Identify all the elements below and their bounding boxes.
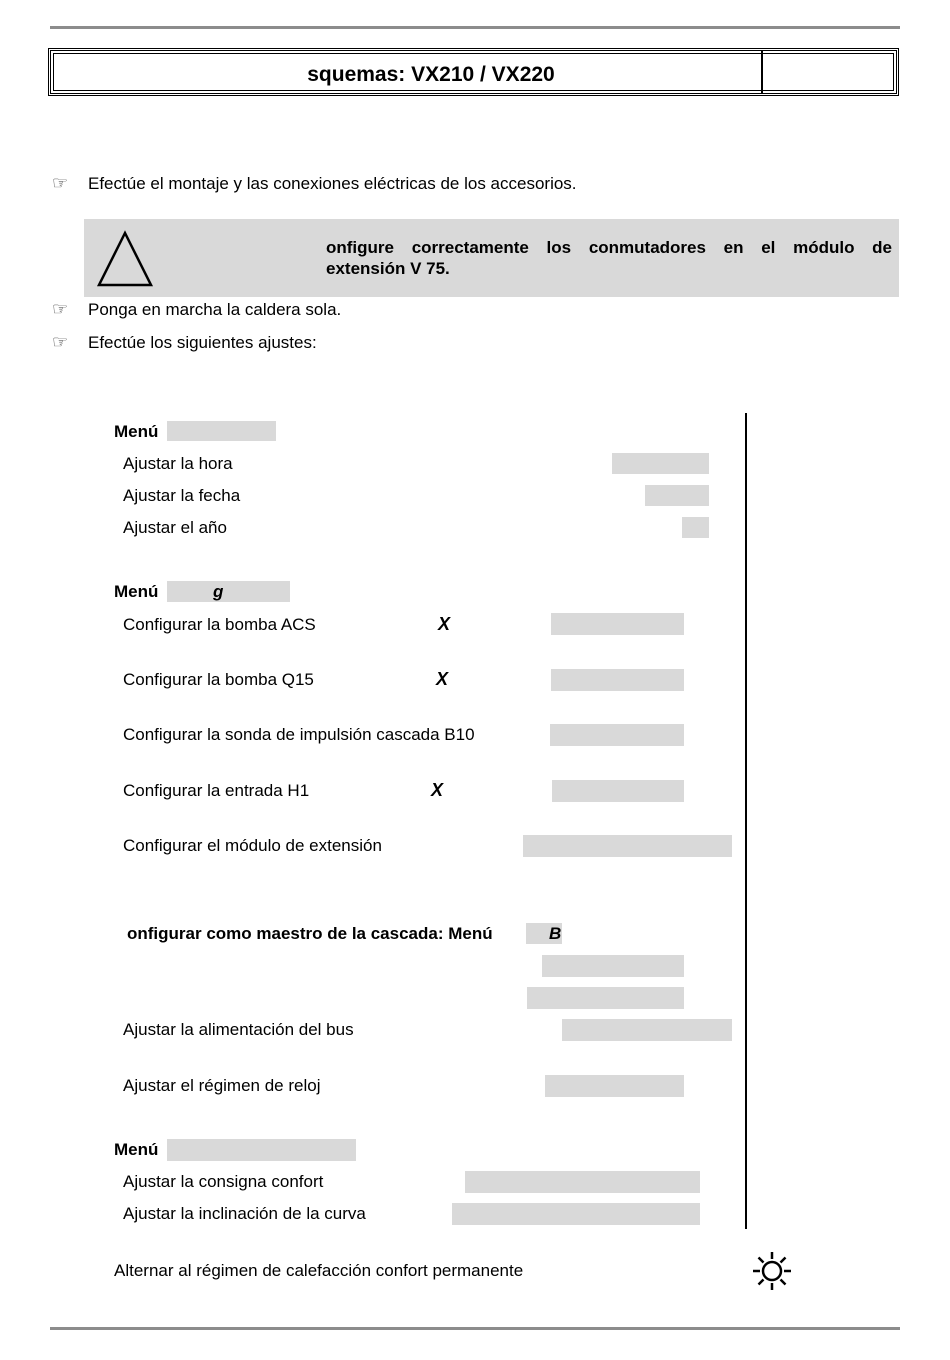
x-mark: X — [431, 780, 444, 800]
modulo-extension-value-field — [523, 835, 732, 857]
menu-3-item-inclinacion-curva: Ajustar la inclinación de la curva — [123, 1204, 366, 1223]
menu-2-label: Menú — [114, 582, 159, 601]
x-mark: X — [436, 669, 449, 689]
cascade-item-regimen-reloj: Ajustar el régimen de reloj — [123, 1076, 321, 1095]
cascade-label: onfigurar como maestro de la cascada: Menú — [127, 924, 493, 943]
entrada-h1-value-field — [552, 780, 684, 802]
menu-2-item-modulo-extension: Configurar el módulo de extensión — [123, 836, 382, 855]
cascade-value-field-1 — [542, 955, 684, 977]
x-mark: X — [438, 614, 451, 634]
instruction-step-2: Ponga en marcha la caldera sola. — [88, 300, 342, 319]
menu-2-item-entrada-h1: Configurar la entrada H1 — [123, 781, 310, 800]
title-box — [48, 48, 899, 96]
page-title: squemas: VX210 / VX220 — [307, 63, 555, 86]
sun-icon — [751, 1250, 793, 1292]
bomba-acs-value-field — [551, 613, 684, 635]
ano-value-field — [682, 517, 709, 538]
pointing-hand-icon: ☞ — [52, 299, 69, 319]
warning-triangle-icon — [96, 230, 154, 288]
pointing-hand-icon: ☞ — [52, 173, 69, 193]
settings-divider-line — [745, 413, 747, 1229]
menu-2-tag: g — [213, 582, 224, 601]
menu-3-label: Menú — [114, 1140, 159, 1159]
menu-3-name-field — [167, 1139, 356, 1161]
alimentacion-bus-value-field — [562, 1019, 732, 1041]
menu-1-item-hora: Ajustar la hora — [123, 454, 233, 473]
top-rule — [50, 26, 900, 29]
sonda-b10-value-field — [550, 724, 684, 746]
cascade-item-alimentacion-bus: Ajustar la alimentación del bus — [123, 1020, 354, 1039]
cascade-value-field-2 — [527, 987, 684, 1009]
menu-1-name-field — [167, 421, 276, 441]
inclinacion-curva-value-field — [452, 1203, 700, 1225]
menu-2-item-bomba-q15: Configurar la bomba Q15 — [123, 670, 314, 689]
pointing-hand-icon: ☞ — [52, 332, 69, 352]
footer-instruction: Alternar al régimen de calefacción confort permanente — [114, 1261, 524, 1280]
menu-3-item-consigna-confort: Ajustar la consigna confort — [123, 1172, 324, 1191]
fecha-value-field — [645, 485, 709, 506]
menu-2-item-sonda-b10: Configurar la sonda de impulsión cascada B10 — [123, 725, 475, 744]
menu-2-item-bomba-acs: Configurar la bomba ACS — [123, 615, 316, 634]
bomba-q15-value-field — [551, 669, 684, 691]
warning-box — [84, 219, 899, 297]
title-divider — [761, 51, 763, 93]
consigna-confort-value-field — [465, 1171, 700, 1193]
regimen-reloj-value-field — [545, 1075, 684, 1097]
cascade-tag: B — [549, 924, 562, 943]
warning-line-1: onfigure correctamente los conmutadores en el módulo de — [326, 238, 892, 257]
menu-1-label: Menú — [114, 422, 159, 441]
warning-line-2: extensión V 75. — [326, 259, 450, 278]
bottom-rule — [50, 1327, 900, 1330]
instruction-step-1: Efectúe el montaje y las conexiones eléctricas de los accesorios. — [88, 174, 577, 193]
menu-1-item-fecha: Ajustar la fecha — [123, 486, 241, 505]
menu-1-item-ano: Ajustar el año — [123, 518, 227, 537]
menu-2-name-field — [167, 581, 290, 602]
instruction-step-3: Efectúe los siguientes ajustes: — [88, 333, 317, 352]
hora-value-field — [612, 453, 709, 474]
